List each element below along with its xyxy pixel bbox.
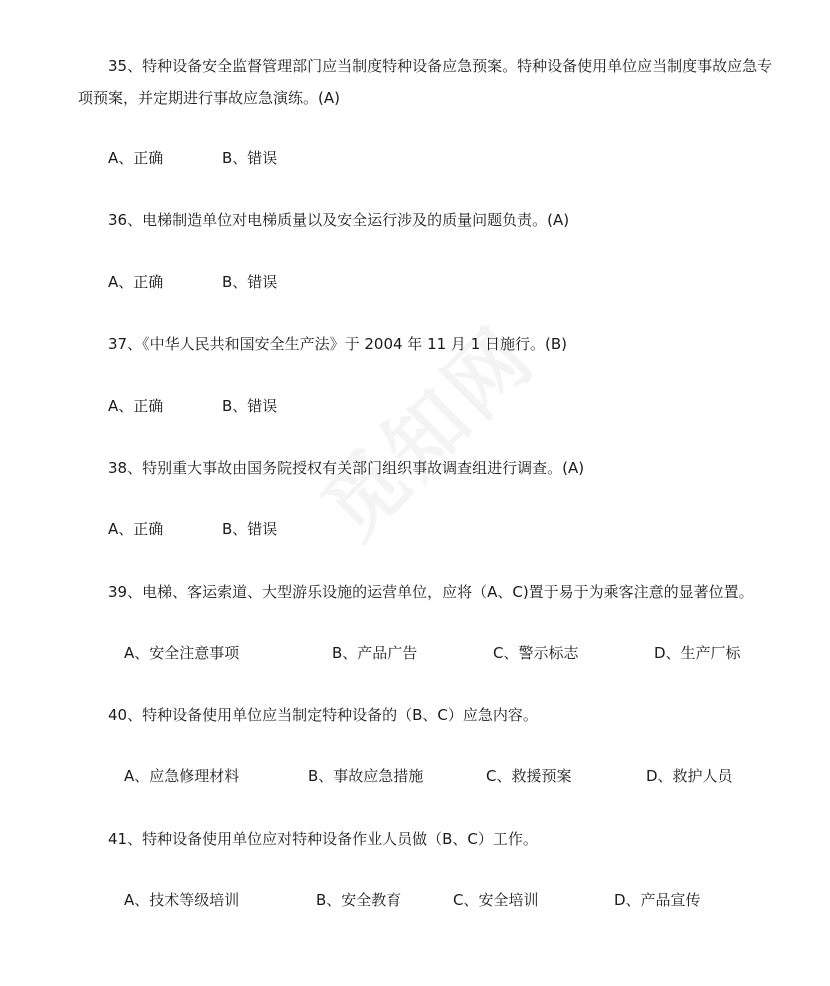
question-35 — [78, 50, 783, 114]
option-b: B、错误 — [222, 520, 278, 538]
option-a: A、正确 — [108, 273, 164, 291]
option-d: D、产品宣传 — [614, 891, 701, 909]
question-text: 37、《中华人民共和国安全生产法》于 2004 年 11 月 1 日施行。(B) — [108, 335, 567, 353]
question-37 — [78, 328, 783, 360]
option-d: D、生产厂标 — [654, 644, 741, 662]
option-b: B、错误 — [222, 273, 278, 291]
question-text: 41、特种设备使用单位应对特种设备作业人员做（B、C）工作。 — [108, 830, 538, 848]
option-a: A、安全注意事项 — [124, 644, 240, 662]
options-40 — [108, 762, 788, 790]
option-b: B、错误 — [222, 149, 278, 167]
option-a: A、技术等级培训 — [124, 891, 240, 909]
option-b: B、产品广告 — [332, 644, 418, 662]
option-b: B、错误 — [222, 397, 278, 415]
option-a: A、正确 — [108, 520, 164, 538]
option-d: D、救护人员 — [646, 767, 733, 785]
option-c: C、安全培训 — [453, 891, 539, 909]
question-36 — [78, 204, 783, 236]
options-36 — [108, 268, 788, 296]
option-a: A、正确 — [108, 149, 164, 167]
option-c: C、救援预案 — [486, 767, 572, 785]
options-41 — [108, 886, 788, 914]
options-38 — [108, 515, 788, 543]
options-37 — [108, 392, 788, 420]
question-39 — [78, 576, 783, 608]
question-text: 36、电梯制造单位对电梯质量以及安全运行涉及的质量问题负责。(A) — [108, 211, 570, 229]
options-35 — [108, 144, 788, 172]
option-b: B、安全教育 — [316, 891, 402, 909]
option-a: A、应急修理材料 — [124, 767, 240, 785]
options-39 — [108, 639, 788, 667]
option-c: C、警示标志 — [493, 644, 579, 662]
question-text: 39、电梯、客运索道、大型游乐设施的运营单位，应将（A、C)置于易于为乘客注意的显著位置。 — [108, 583, 754, 601]
option-a: A、正确 — [108, 397, 164, 415]
question-40 — [78, 699, 783, 731]
question-text: 35、特种设备安全监督管理部门应当制度特种设备应急预案。特种设备使用单位应当制度事故应急专项预案，并定期进行事故应急演练。(A) — [78, 57, 773, 107]
question-41 — [78, 823, 783, 855]
option-b: B、事故应急措施 — [308, 767, 424, 785]
question-text: 38、特别重大事故由国务院授权有关部门组织事故调查组进行调查。(A) — [108, 459, 585, 477]
question-text: 40、特种设备使用单位应当制定特种设备的（B、C）应急内容。 — [108, 706, 538, 724]
question-38 — [78, 452, 783, 484]
